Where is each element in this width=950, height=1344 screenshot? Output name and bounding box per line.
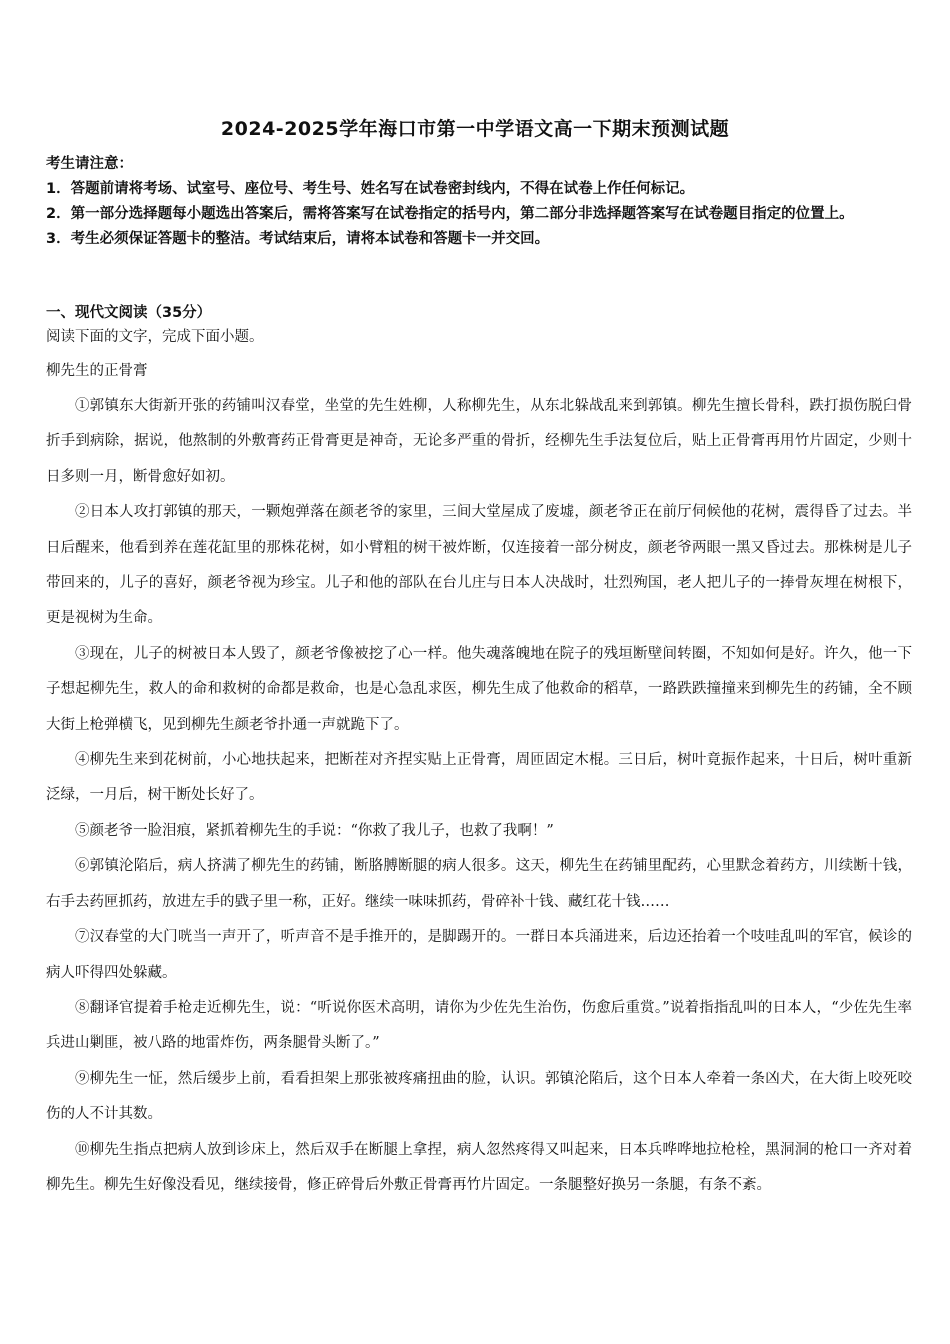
article-paragraph: ⑥郭镇沦陷后，病人挤满了柳先生的药铺，断胳膊断腿的病人很多。这天，柳先生在药铺里配药，心里默念着药方，川续断十钱，右手去药匣抓药，放进左手的戥子里一称，正好。继续一味味抓药，骨碎补十钱、藏红花十钱……	[46, 858, 912, 910]
exam-title: 2024-2025学年海口市第一中学语文高一下期末预测试题	[220, 118, 730, 140]
article-paragraph: ②日本人攻打郭镇的那天，一颗炮弹落在颜老爷的家里，三间大堂屋成了废墟，颜老爷正在前厅伺候他的花树，震得昏了过去。半日后醒来，他看到养在莲花缸里的那株花树，如小臂粗的树干被炸断，仅连接着一部分树皮，颜老爷两眼一黑又昏过去。那株树是儿子带回来的，儿子的喜好，颜老爷视为珍宝。儿子和他的部队在台儿庄与日本人决战时，壮烈殉国，老人把儿子的一捧骨灰埋在树根下，更是视树为生命。	[46, 504, 912, 627]
article-paragraph: ⑧翻译官提着手枪走近柳先生，说：“听说你医术高明，请你为少佐先生治伤，伤愈后重赏。”说着指指乱叫的日本人，“少佐先生率兵进山剿匪，被八路的地雷炸伤，两条腿骨头断了。”	[46, 999, 912, 1052]
article-title: 柳先生的正骨膏	[46, 363, 148, 379]
article-paragraph: ⑦汉春堂的大门咣当一声开了，听声音不是手推开的，是脚踢开的。一群日本兵涌进来，后边还抬着一个吱哇乱叫的军官，候诊的病人吓得四处躲藏。	[46, 929, 912, 981]
article-paragraph: ③现在，儿子的树被日本人毁了，颜老爷像被挖了心一样。他失魂落魄地在院子的残垣断壁间转圈，不知如何是好。许久，他一下子想起柳先生，救人的命和救树的命都是救命，也是心急乱求医，柳先生成了他救命的稻草，一路跌跌撞撞来到柳先生的药铺，全不顾大街上枪弹横飞，见到柳先生颜老爷扑通一声就跪下了。	[46, 645, 912, 733]
notice-item: 1．答题前请将考场、试室号、座位号、考生号、姓名写在试卷密封线内，不得在试卷上作任何标记。	[46, 181, 695, 197]
section-heading: 一、现代文阅读（35分）	[46, 305, 212, 321]
article-paragraph: ⑩柳先生指点把病人放到诊床上，然后双手在断腿上拿捏，病人忽然疼得又叫起来，日本兵哗哗地拉枪栓，黑洞洞的枪口一齐对着柳先生。柳先生好像没看见，继续接骨，修正碎骨后外敷正骨膏再竹片固定。一条腿整好换另一条腿，有条不紊。	[46, 1141, 912, 1193]
article-paragraph: ⑨柳先生一怔，然后缓步上前，看看担架上那张被疼痛扭曲的脸，认识。郭镇沦陷后，这个日本人牵着一条凶犬，在大街上咬死咬伤的人不计其数。	[46, 1070, 912, 1123]
notice-heading: 考生请注意：	[46, 156, 133, 172]
notice-item: 2．第一部分选择题每小题选出答案后，需将答案写在试卷指定的括号内，第二部分非选择题答案写在试卷题目指定的位置上。	[46, 206, 854, 222]
article-paragraph: ④柳先生来到花树前，小心地扶起来，把断茬对齐捏实贴上正骨膏，周匝固定木棍。三日后，树叶竟振作起来，十日后，树叶重新泛绿，一月后，树干断处长好了。	[46, 752, 912, 804]
section-instruction: 阅读下面的文字，完成下面小题。	[46, 329, 264, 345]
notice-item: 3．考生必须保证答题卡的整洁。考试结束后，请将本试卷和答题卡一并交回。	[46, 231, 550, 247]
article-paragraph: ①郭镇东大街新开张的药铺叫汉春堂，坐堂的先生姓柳，人称柳先生，从东北躲战乱来到郭镇。柳先生擅长骨科，跌打损伤脱臼骨折手到病除，据说，他熬制的外敷膏药正骨膏更是神奇，无论多严重的骨折，经柳先生手法复位后，贴上正骨膏再用竹片固定，少则十日多则一月，断骨愈好如初。	[46, 398, 912, 485]
candidate-notice	[46, 152, 906, 252]
article-paragraph: ⑤颜老爷一脸泪痕，紧抓着柳先生的手说：“你救了我儿子，也救了我啊！”	[75, 822, 554, 839]
article-body	[46, 389, 912, 1203]
